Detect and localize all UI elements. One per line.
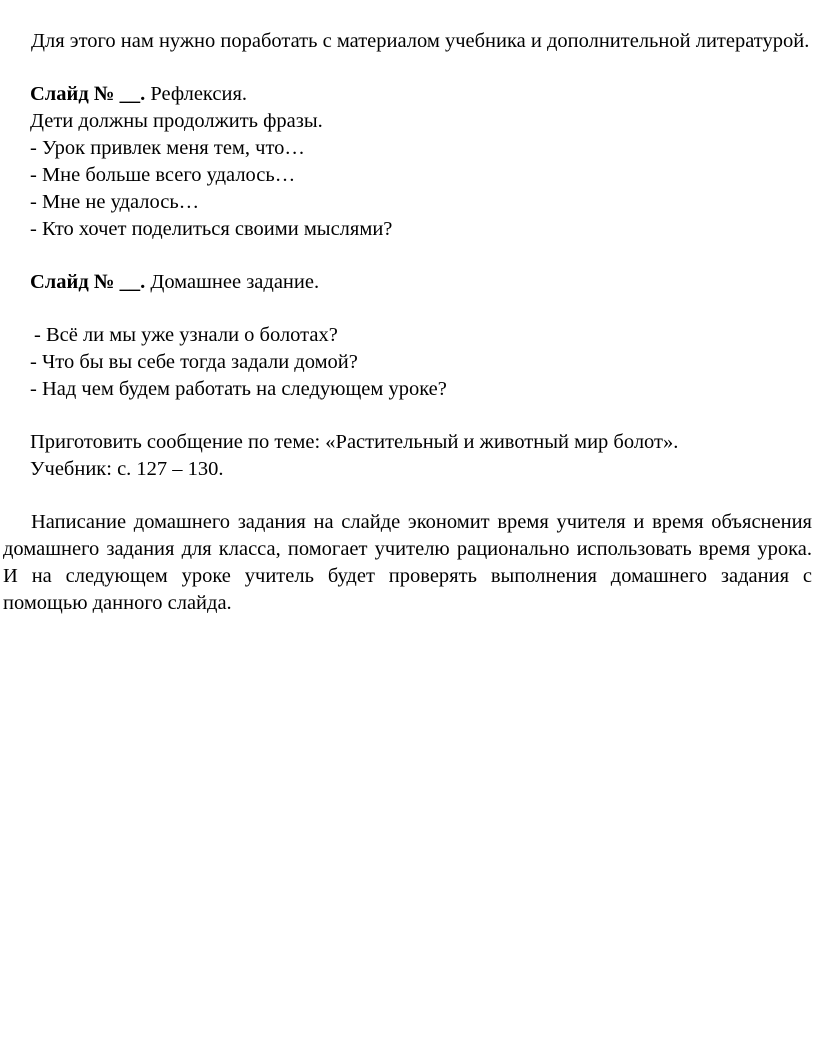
intro-paragraph: Для этого нам нужно поработать с материалом учебника и дополнительной литературой. [31, 30, 810, 52]
spacer [0, 403, 814, 429]
spacer [0, 243, 814, 269]
conclusion-paragraph: Написание домашнего задания на слайде экономит время учителя и время объяснения домашнего задания для класса, помогает учителю рационально использовать время урока. И на следующем уроке учитель будет проверять выполнения домашнего задания с помощью данного слайда. [3, 511, 812, 614]
reflection-line: - Кто хочет поделиться своими мыслями? [30, 218, 393, 240]
homework-question: - Что бы вы себе тогда задали домой? [30, 351, 358, 373]
homework-question: - Над чем будем работать на следующем уроке? [30, 378, 447, 400]
reflection-line: - Мне не удалось… [30, 191, 200, 213]
homework-textbook: Учебник: с. 127 – 130. [30, 458, 224, 480]
reflection-line: - Урок привлек меня тем, что… [30, 137, 305, 159]
reflection-title: Рефлексия. [145, 83, 247, 105]
reflection-slide-label: Слайд № __. [30, 83, 146, 105]
homework-slide-label: Слайд № __. [30, 271, 146, 293]
reflection-line: - Мне больше всего удалось… [30, 164, 296, 186]
spacer [0, 55, 814, 81]
spacer [0, 483, 814, 509]
reflection-heading [0, 81, 814, 108]
spacer [0, 296, 814, 322]
homework-heading [0, 269, 814, 296]
reflection-line: Дети должны продолжить фразы. [30, 110, 323, 132]
homework-title: Домашнее задание. [145, 271, 320, 293]
homework-question: - Всё ли мы уже узнали о болотах? [34, 324, 338, 346]
homework-task: Приготовить сообщение по теме: «Растительный и животный мир болот». [30, 431, 679, 453]
